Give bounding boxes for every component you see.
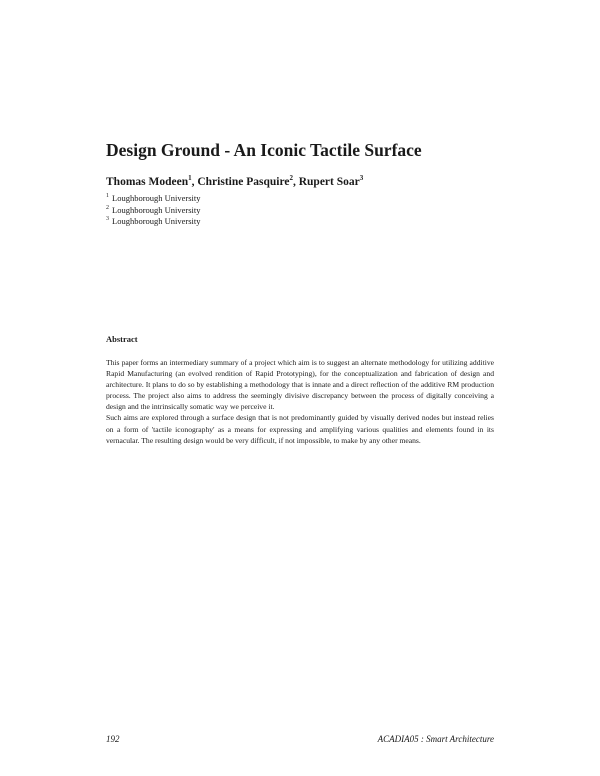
- affiliation-item: [106, 216, 201, 228]
- author-list: [106, 176, 363, 188]
- paper-title: Design Ground - An Iconic Tactile Surface: [106, 140, 422, 160]
- author-separator: ,: [292, 176, 299, 188]
- affiliation-item: [106, 205, 201, 217]
- abstract-heading: Abstract: [106, 334, 138, 344]
- author-affiliation-mark: 1: [188, 174, 192, 183]
- affiliation-mark: 1: [106, 193, 109, 200]
- affiliation-mark: 2: [106, 204, 109, 211]
- running-footer: ACADIA05 : Smart Architecture: [377, 734, 494, 744]
- affiliation-text: Loughborough University: [112, 216, 201, 226]
- author-affiliation-mark: 2: [289, 174, 293, 183]
- affiliation-text: Loughborough University: [112, 204, 201, 215]
- abstract-paragraph: This paper forms an intermediary summary of a project which aim is to suggest an alternate methodology for utilizing additive Rapid Manufacturing (an evolved rendition of Rapid Prototyping), for the conceptualization and fabrication of design and architecture. It plans to do so by establishing a methodology that is innate and a direct reflection of the additive RM production process. The project also aims to address the seemingly divisive discrepancy between the process of digitally conceiving a design and the intrinsically somatic way we perceive it.: [106, 358, 494, 412]
- affiliation-item: [106, 193, 201, 205]
- page-number: 192: [106, 734, 120, 744]
- affiliation-text: Loughborough University: [112, 193, 201, 203]
- author-name: Christine Pasquire: [197, 176, 290, 188]
- author-name: Thomas Modeen: [106, 176, 189, 188]
- author-affiliation-mark: 3: [359, 174, 364, 183]
- abstract-paragraph: Such aims are explored through a surface design that is not predominantly guided by visually derived nodes but instead relies on a form of 'tactile iconography' as a means for expressing and amplifying various qualities and elements found in its vernacular. The resulting design would be very difficult, if not impossible, to make by any other means.: [106, 413, 494, 445]
- affiliation-mark: 3: [106, 216, 109, 223]
- affiliation-list: [106, 193, 201, 228]
- abstract-body: [106, 357, 494, 446]
- author-name: Rupert Soar: [298, 176, 360, 188]
- author-separator: ,: [191, 176, 198, 188]
